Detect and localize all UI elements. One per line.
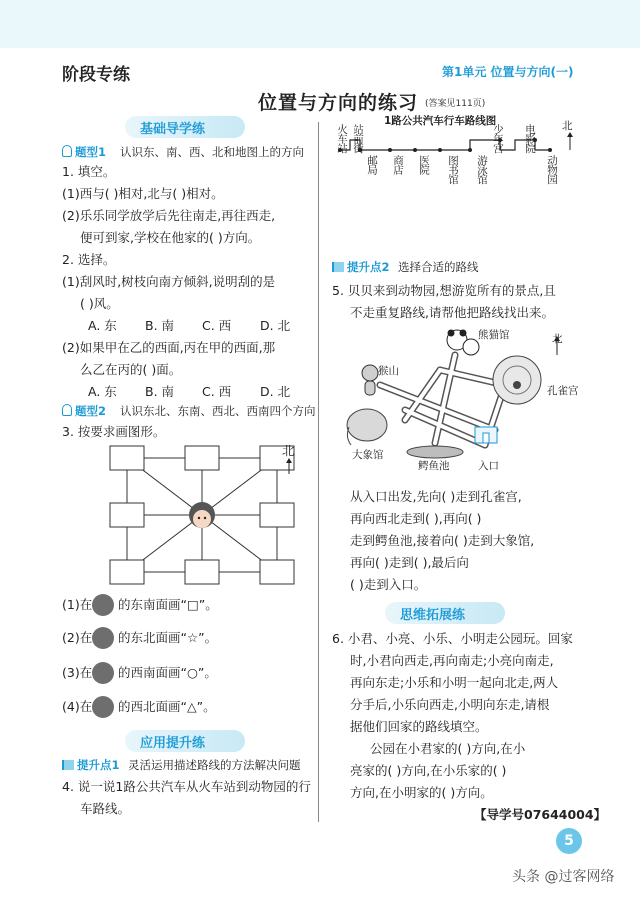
map-label-entrance: 入口: [478, 460, 499, 472]
stop-train-station: 火车站: [336, 124, 348, 153]
q3-sub2-post: 的东北面画“☆”。: [118, 630, 218, 645]
crocodile-icon: [407, 446, 463, 458]
page-title: 位置与方向的练习: [258, 92, 419, 114]
bus-route-title: 1路公共汽车行车路线图: [384, 115, 497, 127]
girl-icon: [92, 627, 114, 649]
q2-b-opt-c: C. 西: [202, 384, 232, 399]
q6-line3: 再向东走;小乐和小明一起向北走,两人: [350, 675, 559, 690]
grid-box-s: [185, 560, 219, 584]
q2-b-line2: 么乙在丙的( )面。: [80, 362, 182, 377]
stop-youth-palace: 少年宫: [492, 124, 504, 153]
q2-a-line1: (1)刮风时,树枝向南方倾斜,说明刮的是: [62, 274, 276, 289]
q4-line1: 4. 说一说1路公共汽车从火车站到动物园的行: [62, 779, 311, 794]
q3-sub4-post: 的西北面画“△”。: [118, 699, 216, 714]
q5-answer-line1: 从入口出发,先向( )走到孔雀宫,: [350, 489, 522, 504]
column-divider: [318, 122, 319, 822]
point2-desc: 选择合适的路线: [398, 260, 479, 274]
girl-icon: [92, 696, 114, 718]
map-label-monkey: 猴山: [378, 365, 399, 377]
map-label-panda: 熊猫馆: [478, 329, 510, 341]
point1-desc: 灵活运用描述路线的方法解决问题: [128, 758, 301, 772]
q3-sub3-post: 的西南面画“○”。: [118, 665, 217, 680]
elephant-icon: [347, 409, 387, 445]
q6-line8: 方向,在小明家的( )方向。: [350, 785, 493, 800]
stop-shop: 商店: [392, 155, 404, 174]
stage-title: 阶段专练: [62, 65, 130, 85]
stop-library: 图书馆: [447, 155, 459, 184]
map-label-peacock: 孔雀宫: [547, 385, 579, 397]
type1-desc: 认识东、南、西、北和地图上的方向: [120, 145, 304, 159]
point2-tag: 提升点2: [347, 260, 390, 274]
direction-grid-diagram: [95, 440, 310, 590]
q3-stem: 3. 按要求画图形。: [62, 424, 166, 439]
girl-icon: [92, 594, 114, 616]
q2-b-opt-a: A. 东: [88, 384, 117, 399]
north-arrow-icon: [284, 458, 294, 474]
page-number: 5: [556, 828, 582, 854]
peacock-icon: [493, 356, 541, 404]
q6-line2: 时,小君向西走,再向南走;小亮向南走,: [350, 653, 554, 668]
q1-a: (1)西与( )相对,北与( )相对。: [62, 186, 224, 201]
flag-icon: [62, 760, 74, 770]
type1-tag: 题型1: [75, 145, 107, 159]
q3-sub2-pre: (2)在: [62, 630, 93, 645]
bulb-icon: [62, 145, 72, 157]
q2-a-opt-b: B. 南: [145, 318, 175, 333]
q2-a-opt-c: C. 西: [202, 318, 232, 333]
app-section-label: 应用提升练: [140, 736, 206, 751]
monkey-icon: [362, 365, 378, 395]
girl-icon: [92, 662, 114, 684]
q6-line5: 据他们回家的路线填空。: [350, 719, 488, 734]
bulb-icon: [62, 404, 72, 416]
answer-reference: (答案见111页): [425, 99, 486, 109]
unit-label: 第1单元 位置与方向(一): [442, 65, 574, 79]
q5-answer-line5: ( )走到入口。: [350, 577, 427, 592]
north-arrow-icon: [565, 132, 575, 150]
q3-sub1-post: 的东南面画“□”。: [118, 597, 218, 612]
grid-box-n: [185, 446, 219, 470]
grid-box-se: [260, 560, 294, 584]
q6-line7: 亮家的( )方向,在小乐家的( ): [350, 763, 507, 778]
panda-icon: [447, 330, 479, 356]
stop-hospital: 医院: [418, 155, 430, 174]
q5-line1: 5. 贝贝来到动物园,想游览所有的景点,且: [332, 283, 556, 298]
header-band: [0, 0, 640, 48]
q2-a-opt-d: D. 北: [260, 318, 291, 333]
grid-box-e: [260, 503, 294, 527]
q2-b-opt-d: D. 北: [260, 384, 291, 399]
stop-station-street: 站前街: [352, 124, 364, 153]
basic-section-label: 基础导学练: [140, 122, 206, 137]
q4-line2: 车路线。: [80, 801, 131, 816]
q5-answer-line2: 再向西北走到( ),再向( ): [350, 511, 482, 526]
q2-b-line1: (2)如果甲在乙的西面,丙在甲的西面,那: [62, 340, 276, 355]
flag-icon: [332, 262, 344, 272]
point1-tag: 提升点1: [77, 758, 120, 772]
q2-a-line2: ( )风。: [80, 296, 119, 311]
q1-b-line1: (2)乐乐同学放学后先往南走,再往西走,: [62, 208, 276, 223]
stop-swimming: 游泳馆: [476, 155, 488, 184]
entrance-gate-icon: [475, 427, 497, 443]
q6-line1: 6. 小君、小亮、小乐、小明走公园玩。回家: [332, 631, 573, 646]
q5-answer-line3: 走到鳄鱼池,接着向( )走到大象馆,: [350, 533, 535, 548]
map-label-croc: 鳄鱼池: [418, 460, 450, 472]
q2-stem: 2. 选择。: [62, 252, 116, 267]
type2-desc: 认识东北、东南、西北、西南四个方向: [120, 404, 316, 418]
grid-box-sw: [110, 560, 144, 584]
watermark: 头条 @过客网络: [512, 869, 615, 885]
q3-sub4-pre: (4)在: [62, 699, 93, 714]
q2-b-opt-b: B. 南: [145, 384, 175, 399]
q6-line4: 分手后,小乐向西走,小明向东走,请根: [350, 697, 550, 712]
think-section-label: 思维拓展练: [400, 608, 466, 623]
stop-zoo: 动物园: [546, 155, 558, 184]
q1-b-line2: 便可到家,学校在他家的( )方向。: [80, 230, 261, 245]
q3-north-label: 北: [282, 443, 295, 458]
q5-line2: 不走重复路线,请帮他把路线找出来。: [350, 305, 554, 320]
bus-north-label: 北: [562, 120, 573, 132]
q3-sub1-pre: (1)在: [62, 597, 93, 612]
map-label-elephant: 大象馆: [352, 449, 384, 461]
q6-line6: 公园在小君家的( )方向,在小: [370, 741, 526, 756]
q3-sub3-pre: (3)在: [62, 665, 93, 680]
grid-box-nw: [110, 446, 144, 470]
stop-post-office: 邮局: [366, 155, 378, 174]
q2-a-opt-a: A. 东: [88, 318, 117, 333]
girl-icon: [189, 502, 215, 528]
grid-box-w: [110, 503, 144, 527]
q1-stem: 1. 填空。: [62, 164, 116, 179]
map-north-label: 北: [552, 333, 563, 345]
q5-answer-line4: 再向( )走到( ),最后向: [350, 555, 469, 570]
study-code: 【导学号07644004】: [474, 807, 607, 822]
stop-cinema: 电影院: [524, 124, 536, 153]
type2-tag: 题型2: [75, 404, 107, 418]
